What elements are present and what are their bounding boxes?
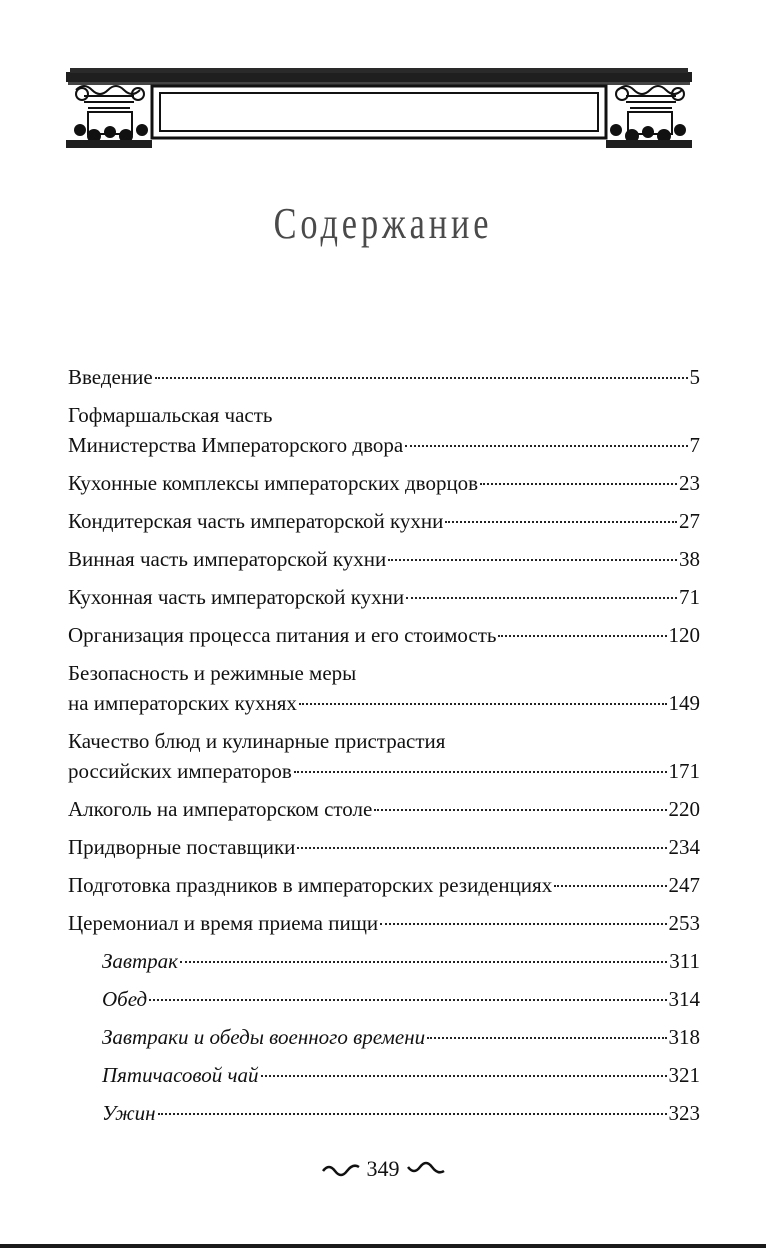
toc-entry-title: Винная часть императорской кухни — [68, 547, 387, 571]
toc-entry-title: Придворные поставщики — [68, 835, 296, 859]
toc-page-number: 7 — [689, 433, 700, 457]
toc-entry — [68, 726, 700, 786]
toc-entry — [68, 362, 700, 392]
dot-leader — [406, 597, 677, 599]
toc-subentry-title: Обед — [102, 987, 148, 1011]
toc-entry — [68, 658, 700, 718]
toc-page-number: 38 — [679, 547, 700, 571]
dot-leader — [480, 483, 677, 485]
toc-subentry-title: Ужин — [102, 1101, 156, 1125]
toc-page-number: 220 — [668, 797, 700, 821]
toc-entry-title-line1: Качество блюд и кулинарные пристрастия — [68, 729, 446, 753]
toc-page-number: 171 — [668, 759, 700, 783]
toc-entry-title-line2: на императорских кухнях — [68, 691, 297, 715]
toc-subentry — [68, 1022, 700, 1052]
page-footer — [0, 1156, 766, 1182]
page-title: Содержание — [273, 199, 493, 248]
dot-leader — [445, 521, 677, 523]
toc-page-number: 318 — [668, 1025, 700, 1049]
toc-entry-title: Организация процесса питания и его стоимость — [68, 623, 497, 647]
dot-leader — [297, 847, 666, 849]
toc-entry — [68, 400, 700, 460]
table-of-contents — [68, 362, 700, 1136]
toc-subentry-title: Завтрак — [102, 949, 179, 973]
toc-subentry — [68, 1060, 700, 1090]
dot-leader — [427, 1037, 666, 1039]
toc-entry — [68, 468, 700, 498]
dot-leader — [299, 703, 667, 705]
dot-leader — [498, 635, 666, 637]
toc-page-number: 323 — [668, 1101, 700, 1125]
dot-leader — [554, 885, 666, 887]
toc-entry-title: Церемониал и время приема пищи — [68, 911, 379, 935]
toc-entry-title-line1: Безопасность и режимные меры — [68, 661, 357, 685]
bottom-edge — [0, 1244, 766, 1248]
toc-page-number: 120 — [668, 623, 700, 647]
toc-page-number: 71 — [679, 585, 700, 609]
toc-page-number: 253 — [668, 911, 700, 935]
toc-page-number: 5 — [689, 365, 700, 389]
toc-page-number: 247 — [668, 873, 700, 897]
toc-page-number: 27 — [679, 509, 700, 533]
dot-leader — [405, 445, 687, 447]
dot-leader — [294, 771, 667, 773]
toc-entry-title: Кухонные комплексы императорских дворцов — [68, 471, 479, 495]
toc-entry-title: Введение — [68, 365, 153, 389]
toc-entry — [68, 832, 700, 862]
toc-subentry — [68, 946, 700, 976]
page-number: 349 — [366, 1156, 400, 1181]
toc-subentry-title: Пятичасовой чай — [102, 1063, 259, 1087]
right-flourish-icon — [406, 1161, 446, 1177]
toc-entry-title-line2: Министерства Императорского двора — [68, 433, 404, 457]
toc-page-number: 314 — [668, 987, 700, 1011]
dot-leader — [261, 1075, 667, 1077]
toc-entry — [68, 908, 700, 938]
toc-entry-title: Кухонная часть императорской кухни — [68, 585, 405, 609]
toc-entry — [68, 794, 700, 824]
toc-subentry — [68, 1098, 700, 1128]
toc-entry — [68, 506, 700, 536]
toc-entry — [68, 544, 700, 574]
toc-page-number: 311 — [669, 949, 700, 973]
toc-entry-title: Подготовка праздников в императорских резиденциях — [68, 873, 553, 897]
dot-leader — [380, 923, 666, 925]
toc-entry — [68, 620, 700, 650]
toc-entry-title-line1: Гофмаршальская часть — [68, 403, 273, 427]
toc-subentry — [68, 984, 700, 1014]
dot-leader — [155, 377, 688, 379]
toc-page-number: 149 — [668, 691, 700, 715]
toc-subentry-title: Завтраки и обеды военного времени — [102, 1025, 426, 1049]
toc-page-number: 23 — [679, 471, 700, 495]
header-ornament — [66, 66, 692, 150]
toc-entry-title: Алкоголь на императорском столе — [68, 797, 373, 821]
dot-leader — [158, 1113, 667, 1115]
toc-entry-title: Кондитерская часть императорской кухни — [68, 509, 444, 533]
toc-page-number: 321 — [668, 1063, 700, 1087]
toc-entry — [68, 870, 700, 900]
left-flourish-icon — [321, 1161, 361, 1177]
dot-leader — [374, 809, 666, 811]
dot-leader — [180, 961, 667, 963]
dot-leader — [149, 999, 666, 1001]
dot-leader — [388, 559, 677, 561]
toc-entry — [68, 582, 700, 612]
toc-entry-title-line2: российских императоров — [68, 759, 292, 783]
toc-page-number: 234 — [668, 835, 700, 859]
